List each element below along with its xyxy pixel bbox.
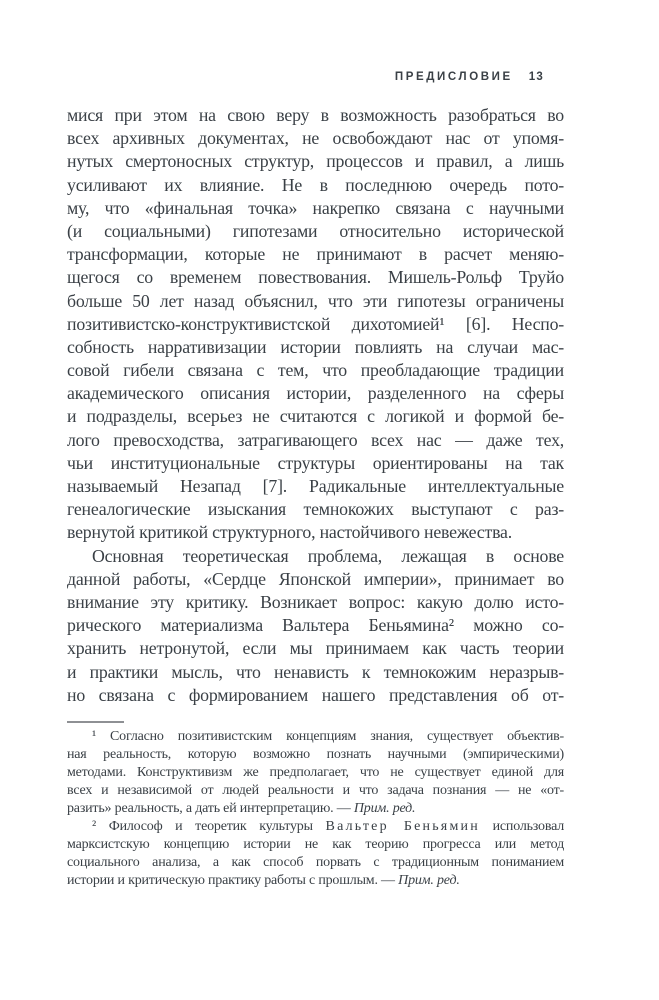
text-segment: но связана с формированием нашего представления об от- <box>67 684 564 705</box>
text-line <box>67 764 564 782</box>
text-line <box>67 290 564 313</box>
text-segment: и подразделы, всерьез не считаются с логикой и формой бе- <box>67 406 564 427</box>
text-line <box>67 104 564 127</box>
paragraph <box>67 104 564 545</box>
text-segment: Основная теоретическая проблема, лежащая в основе <box>92 545 564 566</box>
text-line <box>67 220 564 243</box>
text-segment: му, что «финальная точка» накрепко связана с научными <box>67 197 564 218</box>
text-line <box>67 818 564 836</box>
paragraph <box>67 818 564 890</box>
text-segment: лого превосходства, затрагивающего всех нас — даже тех, <box>67 429 564 450</box>
text-line <box>67 174 564 197</box>
text-segment: называемый Незапад [7]. Радикальные интеллектуальные <box>67 476 564 496</box>
text-line <box>67 836 564 854</box>
text-segment: использовал <box>479 819 564 834</box>
text-line <box>67 498 564 521</box>
text-line <box>67 405 564 428</box>
text-segment: ¹ Согласно позитивистским концепциям знания, существует объектив- <box>92 729 564 744</box>
text-segment: Вальтер Беньямин <box>325 819 480 834</box>
text-line <box>67 614 564 637</box>
text-line <box>67 359 564 382</box>
text-line <box>67 336 564 359</box>
text-segment: собность нарративизации истории повлиять на случаи мас- <box>67 336 564 357</box>
text-segment: всех и независимой от людей реальности и что задача познания — не «от- <box>67 783 564 798</box>
text-segment: мися при этом на свою веру в возможность разобраться во <box>67 105 564 125</box>
footnotes <box>67 728 564 890</box>
text-line <box>67 266 564 289</box>
footnote-separator <box>67 721 124 723</box>
text-segment: хранить нетронутой, если мы принимаем как часть теории <box>67 638 564 659</box>
running-header <box>67 71 544 83</box>
text-line <box>67 728 564 746</box>
text-line <box>67 545 564 568</box>
text-line <box>67 684 564 707</box>
text-segment: больше 50 лет назад объяснил, что эти гипотезы ограничены <box>67 290 564 311</box>
text-segment: чьи институциональные структуры ориентированы на так <box>67 452 564 473</box>
text-segment: усиливают их влияние. Не в последнюю очередь пото- <box>67 174 564 195</box>
text-line <box>67 854 564 872</box>
text-segment: социального анализа, а как способ порвать с традиционным пониманием <box>67 855 564 870</box>
text-line <box>67 661 564 684</box>
text-line <box>67 127 564 150</box>
text-segment: ² Философ и теоретик культуры <box>92 819 326 834</box>
text-line <box>67 800 564 818</box>
text-line <box>67 197 564 220</box>
text-segment: Прим. ред. <box>353 801 416 816</box>
text-segment: истории и критическую практику работы с прошлым. — <box>67 873 399 888</box>
text-segment: генеалогические изыскания темнокожих выступают с раз- <box>67 499 564 520</box>
text-segment: разить» реальность, а дать ей интерпретацию. — <box>67 801 354 816</box>
text-segment: позитивистско-конструктивистской дихотомией¹ [6]. Неспо- <box>67 313 564 334</box>
text-segment: и практики мысль, что ненависть к темнокожим неразрыв- <box>67 661 564 682</box>
text-segment: Прим. ред. <box>398 873 460 888</box>
text-segment: данной работы, «Сердце Японской империи», принимает во <box>67 568 564 589</box>
text-segment: (и социальными) гипотезами относительно исторической <box>67 220 564 241</box>
page-number: 13 <box>528 71 544 83</box>
text-line <box>67 243 564 266</box>
text-segment: щегося со временем повествования. Мишель-Рольф Труйо <box>67 267 564 288</box>
paragraph <box>67 728 564 818</box>
text-segment: марксистскую концепцию истории не как теорию прогресса или метод <box>67 837 564 852</box>
text-line <box>67 313 564 336</box>
text-line <box>67 637 564 660</box>
text-segment: всех архивных документах, не освобождают нас от упомя- <box>67 128 564 149</box>
text-line <box>67 872 564 890</box>
text-segment: нутых смертоносных структур, процессов и правил, а лишь <box>67 151 564 172</box>
text-segment: совой гибели связана с тем, что преобладающие традиции <box>67 360 564 381</box>
text-segment: трансформации, которые не принимают в расчет меняю- <box>67 244 564 265</box>
text-line <box>67 382 564 405</box>
text-line <box>67 475 564 498</box>
text-segment: академического описания истории, разделенного на сферы <box>67 383 564 404</box>
text-line <box>67 150 564 173</box>
chapter-title: ПРЕДИСЛОВИЕ <box>394 71 513 83</box>
text-segment: методами. Конструктивизм же предполагает, что не существует единой для <box>67 765 564 780</box>
text-segment: рического материализма Вальтера Беньямина² можно со- <box>67 615 564 636</box>
paragraph <box>67 545 564 707</box>
text-line <box>67 568 564 591</box>
text-segment: внимание эту критику. Возникает вопрос: какую долю исто- <box>67 591 564 612</box>
body-text <box>67 104 564 707</box>
text-segment: вернутой критикой структурного, настойчивого невежества. <box>67 522 512 543</box>
text-line <box>67 452 564 475</box>
text-line <box>67 521 564 544</box>
text-line <box>67 782 564 800</box>
text-line <box>67 746 564 764</box>
text-line <box>67 429 564 452</box>
text-segment: ная реальность, которую возможно познать научными (эмпирическими) <box>67 747 564 762</box>
text-line <box>67 591 564 614</box>
